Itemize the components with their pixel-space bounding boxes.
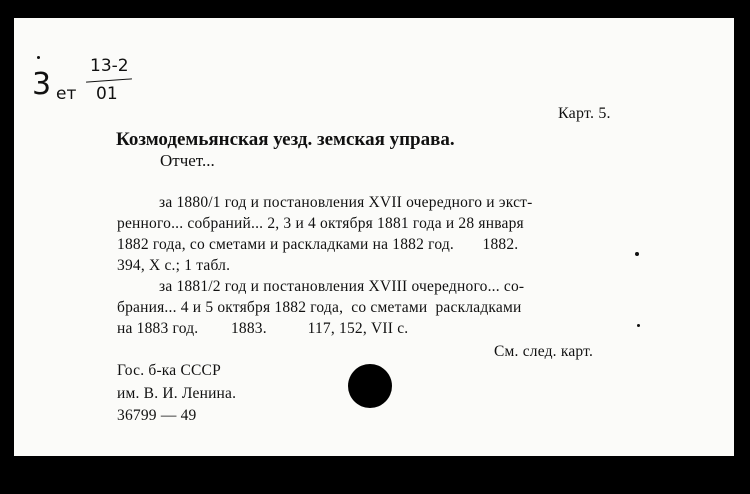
- handwritten-fraction-bar: [86, 78, 132, 82]
- ink-speck: [635, 252, 639, 256]
- card-subtitle: Отчет...: [160, 151, 215, 170]
- entry-2-line-2: брания... 4 и 5 октября 1882 года, со сметами раскладками: [117, 299, 522, 316]
- handwritten-prefix-text: ет: [56, 84, 77, 104]
- card-number: Карт. 5.: [558, 105, 611, 122]
- entry-1-line-2: ренного... собраний... 2, 3 и 4 октября 1881 года и 28 января: [117, 215, 524, 232]
- entry-2-line-1: за 1881/2 год и постановления XVIII очередного... со-: [159, 278, 525, 295]
- library-line-1: Гос. б-ка СССР: [117, 362, 221, 379]
- entry-2-line-3: на 1883 год. 1883. 117, 152, VII с.: [117, 320, 409, 337]
- handwritten-denominator: 01: [96, 84, 118, 104]
- entry-1-line-4: 394, X с.; 1 табл.: [117, 257, 231, 274]
- library-line-2: им. В. И. Ленина.: [117, 385, 237, 402]
- ink-speck: [637, 324, 640, 327]
- see-next-card: См. след. карт.: [494, 343, 594, 360]
- catalog-card: [14, 18, 734, 456]
- handwritten-numerator: 13-2: [90, 56, 129, 76]
- punch-hole: [348, 364, 392, 408]
- card-title: Козмодемьянская уезд. земская управа.: [116, 129, 455, 150]
- entry-1-line-3: 1882 года, со сметами и раскладками на 1882 год. 1882.: [117, 236, 519, 253]
- ink-speck: [37, 56, 40, 59]
- handwritten-prefix-digit: 3: [32, 67, 52, 102]
- library-line-3: 36799 — 49: [117, 407, 197, 424]
- entry-1-line-1: за 1880/1 год и постановления XVII очередного и экст-: [159, 194, 533, 211]
